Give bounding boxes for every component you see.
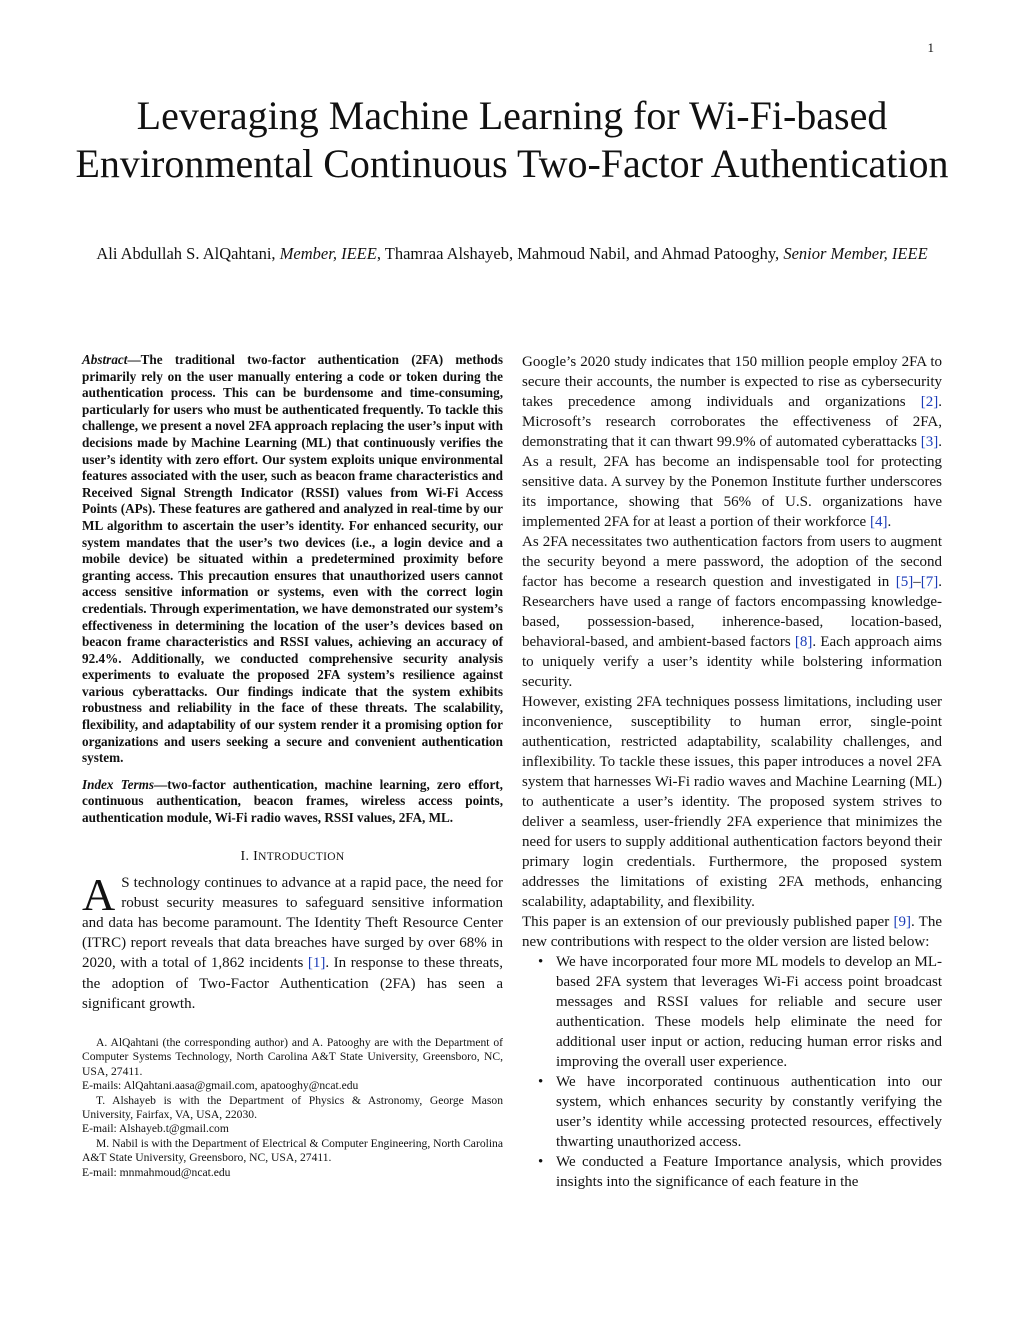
- abstract-text: The traditional two-factor authentication (2FA) methods primarily rely on the user manually entering a code or token during the authentication process. This can be burdensome and time-consuming, particularly for users who must be authenticated frequently. To tackle this challenge, we present a novel 2FA approach replacing the user’s input with decisions made by Machine Learning (ML) that continuously verifies the user’s identity with zero effort. Our system exploits unique environmental features associated with the user, such as beacon frame characteristics and Received Signal Strength Indicator (RSSI) values from Wi-Fi Access Points (APs). These features are gathered and analyzed in real-time by our ML algorithm to ascertain the user’s identity. For enhanced security, our system mandates that the user’s two devices (i.e., a login device and a mobile device) be situated within a predetermined proximity before granting access. This precaution ensures that unauthorized users cannot access sensitive information or systems, even with the correct login credentials. Through experimentation, we have demonstrated our system’s effectiveness in determining the location of the user’s devices based on beacon frame characteristics and RSSI values, achieving an accuracy of 92.4%. Additionally, we conducted comprehensive security analysis experiments to evaluate the proposed 2FA system’s resilience against various cyberattacks. Our findings indicate that the system exhibits robustness and reliability in the face of these threats. The scalability, flexibility, and adaptability of our system render it a promising option for organizations and users seeking a secure and convenient authentication system.: [82, 352, 503, 766]
- body-paragraph: [522, 352, 942, 532]
- citation-link[interactable]: [8]: [794, 634, 813, 650]
- text-run: . The new contributions with respect to the older version are listed below:: [522, 914, 942, 950]
- section-numeral: I.: [240, 848, 250, 864]
- text-run: . Microsoft’s research corroborates the effectiveness of 2FA, demonstrating that it can thwart 99.9% of automated cyberattacks: [522, 394, 942, 450]
- citation-link[interactable]: [7]: [920, 574, 939, 590]
- contributions-list: [522, 952, 942, 1192]
- right-column: [522, 352, 942, 1192]
- footnote-email: E-mails: AlQahtani.aasa@gmail.com, apatooghy@ncat.edu: [82, 1079, 359, 1093]
- paper-title: Leveraging Machine Learning for Wi-Fi-based Environmental Continuous Two-Factor Authentication: [75, 93, 949, 186]
- text-run: .: [887, 514, 892, 530]
- text-run: Google’s 2020 study indicates that 150 million people employ 2FA to secure their accounts, the number is expected to rise as cybersecurity takes precedence among individuals and organizations: [522, 354, 942, 410]
- text-run: As 2FA necessitates two authentication factors from users to augment the security beyond a mere password, the adoption of the second factor has become a research question and investigated in: [522, 534, 942, 590]
- abstract: [82, 352, 503, 767]
- citation-link[interactable]: [1]: [307, 955, 326, 972]
- author-role-2: Senior Member, IEEE: [783, 244, 928, 263]
- author-names-1: Ali Abdullah S. AlQahtani,: [96, 244, 280, 263]
- citation-link[interactable]: [2]: [920, 394, 939, 410]
- footnote-email: E-mail: mnmahmoud@ncat.edu: [82, 1165, 231, 1179]
- citation-link[interactable]: [3]: [920, 434, 939, 450]
- body-paragraph: [522, 532, 942, 692]
- text-run: –: [913, 574, 921, 590]
- text-run: . As a result, 2FA has become an indispensable tool for protecting sensitive data. A survey by the Ponemon Institute further underscores its importance, showing that 56% of U.S. organizations have implemented 2FA for at least a portion of their workforce: [522, 434, 942, 530]
- section-title-rest: NTRODUCTION: [258, 850, 345, 863]
- text-run: . Researchers have used a range of factors encompassing knowledge-based, possession-based, inherence-based, location-based, behavioral-based, and ambient-based factors: [522, 574, 942, 650]
- text-run: This paper is an extension of our previously published paper: [522, 914, 894, 930]
- citation-link[interactable]: [5]: [895, 574, 914, 590]
- drop-cap: A: [82, 868, 116, 920]
- citation-link[interactable]: [9]: [893, 914, 911, 930]
- footnote-email: E-mail: Alshayeb.t@gmail.com: [82, 1122, 229, 1136]
- left-column: [82, 352, 503, 1180]
- list-item: • We conducted a Feature Importance analysis, which provides insights into the significance of each feature in the: [522, 1152, 942, 1192]
- body-paragraph: However, existing 2FA techniques possess limitations, including user inconvenience, susceptibility to human error, single-point authentication, restricted adaptability, scalability challenges, and inflexibility. To tackle these issues, this paper introduces a novel 2FA system that harnesses Wi-Fi radio waves and Machine Learning (ML) to authenticate a user’s identity. The proposed system strives to deliver a seamless, user-friendly 2FA experience that minimizes the need for users to supply additional authentication factors beyond their primary login credentials. Furthermore, the proposed system addresses the limitations of existing 2FA methods, enhancing scalability, adaptability, and flexibility.: [522, 694, 942, 910]
- footnote-affiliation: A. AlQahtani (the corresponding author) and A. Patooghy are with the Department of Computer Systems Technology, North Carolina A&T State University, Greensboro, NC, USA, 27411.: [82, 1036, 503, 1078]
- index-terms-label: Index Terms: [82, 776, 154, 792]
- section-first-letter: I: [253, 848, 259, 864]
- footnote-affiliation: M. Nabil is with the Department of Electrical & Computer Engineering, North Carolina A&T State University, Greensboro, NC, USA, 27411.: [82, 1136, 503, 1165]
- author-list: [84, 243, 940, 265]
- footnote-affiliation: T. Alshayeb is with the Department of Physics & Astronomy, George Mason University, Fairfax, VA, USA, 22030.: [82, 1093, 503, 1122]
- author-role-1: Member, IEEE: [279, 244, 377, 263]
- intro-paragraph: [82, 868, 503, 1014]
- intro-text-b: . In response to these threats, the adoption of Two-Factor Authentication (2FA) has seen a significant growth.: [82, 955, 503, 1012]
- citation-link[interactable]: [4]: [869, 514, 888, 530]
- abstract-dash: —: [127, 352, 141, 367]
- page-number: 1: [927, 40, 934, 55]
- author-names-2: , Thamraa Alshayeb, Mahmoud Nabil, and Ahmad Patooghy,: [376, 244, 784, 263]
- text-run: . Each approach aims to uniquely verify a user’s identity while bolstering information security.: [522, 634, 943, 690]
- index-terms-dash: —: [154, 776, 168, 792]
- body-paragraph: [522, 912, 942, 952]
- list-item: • We have incorporated four more ML models to develop an ML-based 2FA system that leverages Wi-Fi access point broadcast messages and RSSI values for reliable and secure user authentication. These models help eliminate the need for additional user input or action, reducing human error risks and improving the overall user experience.: [522, 952, 942, 1072]
- index-terms-text: two-factor authentication, machine learning, zero effort, continuous authentication, beacon frames, wireless access points, authentication module, Wi-Fi radio waves, RSSI values, 2FA, ML.: [82, 776, 503, 826]
- index-terms: [82, 777, 503, 827]
- author-footnotes: [82, 1036, 503, 1180]
- list-item: • We have incorporated continuous authentication into our system, which enhances security by constantly verifying the user’s identity while accessing protected resources, effectively thwarting unauthorized access.: [522, 1072, 942, 1152]
- intro-text-a: S technology continues to advance at a rapid pace, the need for robust security measures to safeguard sensitive information and data has become paramount. The Identity Theft Resource Center (ITRC) report reveals that data breaches have surged by over 68% in 2020, with a total of 1,862 incidents: [82, 874, 503, 972]
- abstract-label: Abstract: [82, 352, 128, 367]
- section-heading-introduction: [82, 849, 503, 865]
